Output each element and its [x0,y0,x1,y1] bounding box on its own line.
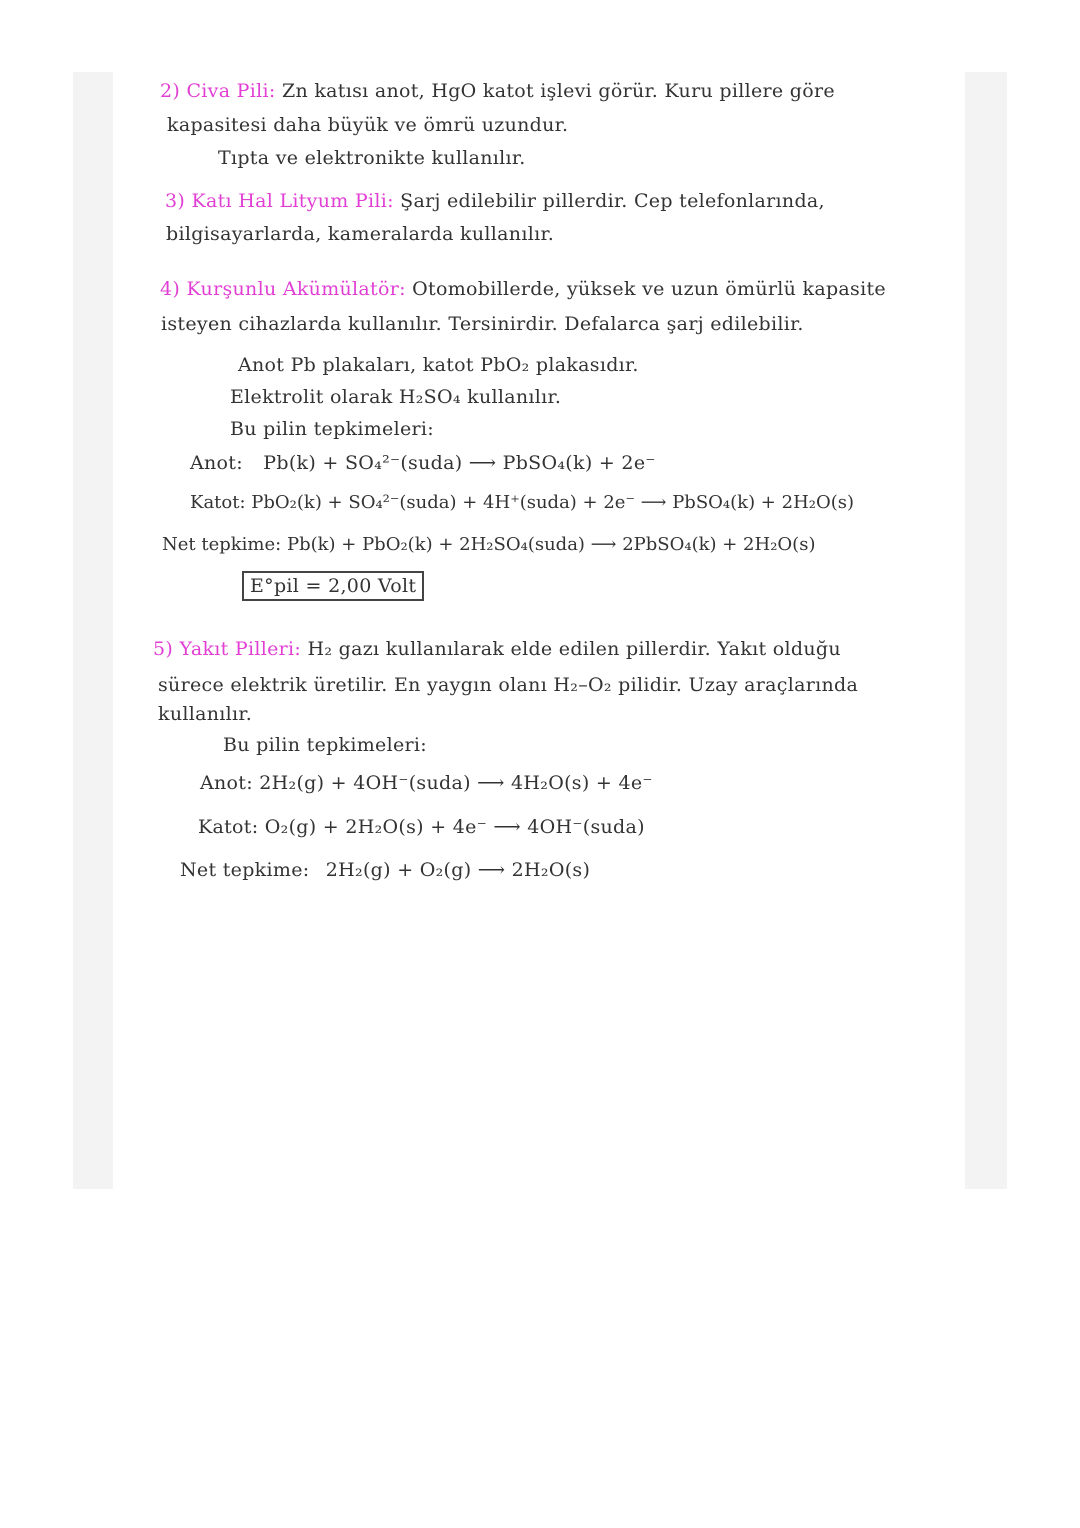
kursunlu-text-5: Bu pilin tepkimeleri: [230,418,434,440]
yakit-text-1: H₂ gazı kullanılarak elde edilen pillerdir. Yakıt olduğu [307,638,841,660]
yakit-anot-label: Anot: [200,772,253,794]
yakit-title: Yakıt Pilleri: [179,638,302,660]
epil-box: E°pil = 2,00 Volt [242,571,424,601]
yakit-katot-reaction: O₂(g) + 2H₂O(s) + 4e⁻ ⟶ 4OH⁻(suda) [264,816,645,838]
civa-text-2: kapasitesi daha büyük ve ömrü uzundur. [167,114,569,136]
yakit-net-line [180,859,590,881]
yakit-text-4: Bu pilin tepkimeleri: [223,734,427,756]
kursunlu-anot-label: Anot: [190,452,243,474]
epil-box-line [242,571,424,601]
kursunlu-title: Kurşunlu Akümülatör: [186,278,406,300]
yakit-anot-line [200,772,653,794]
kursunlu-katot-label: Katot: [190,492,246,513]
yakit-number: 5) [153,638,174,660]
yakit-net-label: Net tepkime: [180,859,310,881]
kursunlu-text-1: Otomobillerde, yüksek ve uzun ömürlü kapasite [412,278,886,300]
lityum-text-1: Şarj edilebilir pillerdir. Cep telefonlarında, [400,190,825,212]
lityum-text-2: bilgisayarlarda, kameralarda kullanılır. [166,223,555,245]
kursunlu-katot-reaction: PbO₂(k) + SO₄²⁻(suda) + 4H⁺(suda) + 2e⁻ ⟶ PbSO₄(k) + 2H₂O(s) [251,492,855,513]
kursunlu-katot-line [190,492,854,513]
civa-number: 2) [160,80,181,102]
kursunlu-net-reaction: Pb(k) + PbO₂(k) + 2H₂SO₄(suda) ⟶ 2PbSO₄(k) + 2H₂O(s) [286,534,816,555]
kursunlu-net-line [162,534,815,555]
kursunlu-text-3: Anot Pb plakaları, katot PbO₂ plakasıdır. [238,354,639,376]
civa-text-1: Zn katısı anot, HgO katot işlevi görür. Kuru pillere göre [281,80,835,102]
lityum-title: Katı Hal Lityum Pili: [191,190,394,212]
kursunlu-text-4: Elektrolit olarak H₂SO₄ kullanılır. [230,386,562,408]
yakit-heading-line [153,638,841,660]
kursunlu-number: 4) [160,278,181,300]
yakit-net-reaction: 2H₂(g) + O₂(g) ⟶ 2H₂O(s) [325,859,591,881]
yakit-text-3: kullanılır. [158,703,253,725]
kursunlu-heading-line [160,278,886,300]
lityum-heading-line [165,190,825,212]
kursunlu-net-label: Net tepkime: [162,534,282,555]
civa-heading-line [160,80,835,102]
lityum-number: 3) [165,190,186,212]
kursunlu-anot-line [190,452,656,474]
kursunlu-text-2: isteyen cihazlarda kullanılır. Tersinirdir. Defalarca şarj edilebilir. [161,313,804,335]
yakit-katot-label: Katot: [198,816,259,838]
kursunlu-anot-reaction: Pb(k) + SO₄²⁻(suda) ⟶ PbSO₄(k) + 2e⁻ [263,452,656,474]
yakit-anot-reaction: 2H₂(g) + 4OH⁻(suda) ⟶ 4H₂O(s) + 4e⁻ [259,772,653,794]
yakit-text-2: sürece elektrik üretilir. En yaygın olanı H₂–O₂ pilidir. Uzay araçlarında [158,674,859,696]
yakit-katot-line [198,816,645,838]
civa-title: Civa Pili: [186,80,276,102]
civa-text-3: Tıpta ve elektronikte kullanılır. [218,147,526,169]
